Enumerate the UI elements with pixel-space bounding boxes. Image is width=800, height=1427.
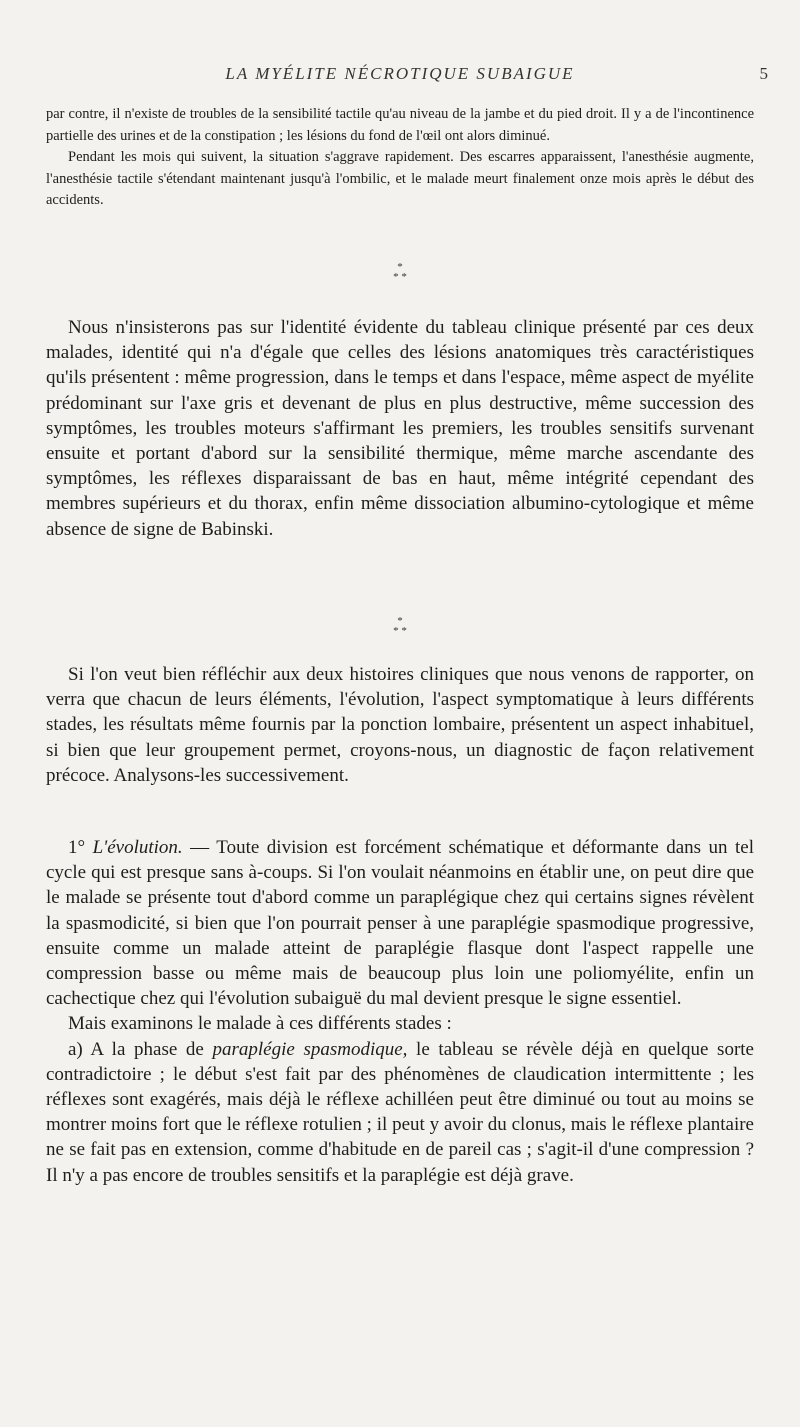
asterism-top: *	[397, 615, 403, 627]
paragraph-case-findings: par contre, il n'existe de troubles de la sensibilité tactile qu'au niveau de la jambe et du pied droit. Il y a de l'incontinence partielle des urines et de la constipation ; les lésions du fond de l'œil ont alors diminué.	[46, 106, 754, 144]
paragraph-stages-intro: Mais examinons le malade à ces différents stades :	[68, 1013, 452, 1035]
paragraph-analysis-intro	[46, 662, 754, 788]
section-asterism	[360, 616, 440, 636]
paragraph-evolution	[46, 835, 754, 1011]
paragraph-spasmodic-body: le tableau se révèle déjà en quelque sorte contradictoire ; le début s'est fait par des phénomènes de claudication intermittente ; les réflexes sont exagérés, mais déjà le réflexe achilléen peut être diminué ou tout au moins se montrer moins fort que le réflexe rotulien ; il peut y avoir du clonus, mais le réflexe plantaire ne se fait pas en extension, comme d'habitude en de pareil cas ; s'agit-il d'une compression ? Il n'y a pas encore de troubles sensitifs et la paraplégie est déjà grave.	[46, 1038, 754, 1186]
page-number: 5	[759, 64, 768, 83]
asterism-bottom: * *	[393, 625, 407, 637]
paragraph-spasmodic-phase	[46, 1037, 754, 1188]
section-heading-evolution: L'évolution.	[92, 837, 183, 858]
asterism-top: *	[397, 261, 403, 273]
paragraph-case-outcome: Pendant les mois qui suivent, la situation s'aggrave rapidement. Des escarres apparaissent, l'anesthésie augmente, l'anesthésie tactile s'étendant maintenant jusqu'à l'ombilic, et le malade meurt finalement onze mois après le début des accidents.	[46, 149, 754, 208]
asterism-bottom: * *	[393, 271, 407, 283]
case-conclusion-text	[46, 104, 754, 212]
section-evolution	[46, 835, 754, 1188]
running-header	[0, 64, 800, 88]
section-number: 1°	[68, 837, 93, 858]
paragraph-analysis-intro-text: Si l'on veut bien réfléchir aux deux histoires cliniques que nous venons de rapporter, on verra que chacun de leurs éléments, l'évolution, l'aspect symptomatique à leurs différents stades, les résultats même fournis par la ponction lombaire, présentent un aspect inhabituel, si bien que leur groupement permet, croyons-nous, un diagnostic de façon relativement précoce. Analysons-les successivement.	[46, 664, 754, 786]
paragraph-identity	[46, 315, 754, 542]
subsection-lead: a) A la phase de	[68, 1038, 213, 1060]
subsection-heading-spasmodic: paraplégie spasmodique,	[212, 1038, 408, 1060]
paragraph-identity-text: Nous n'insisterons pas sur l'identité évidente du tableau clinique présenté par ces deux malades, identité qui n'a d'égale que celles des lésions anatomiques très caractéristiques qu'ils présentent : même progression, dans le temps et dans l'espace, même aspect de myélite prédominant sur l'axe gris et devenant de plus en plus destructive, même succession des symptômes, les troubles moteurs s'affirmant les premiers, les troubles sensitifs survenant ensuite et portant d'abord sur la sensibilité thermique, même marche ascendante des symptômes, les réflexes disparaissant de bas en haut, même intégrité cependant des membres supérieurs et du thorax, enfin même dissociation albumino-cytologique et même absence de signe de Babinski.	[46, 317, 754, 540]
paragraph-evolution-body: — Toute division est forcément schématique et déformante dans un tel cycle qui est presque sans à-coups. Si l'on voulait néanmoins en établir une, on peut dire que le malade se présente tout d'abord comme un paraplégique chez qui certains signes révèlent la spasmodicité, si bien que l'on pourrait penser à une paraplégie spasmodique progressive, ensuite comme un malade atteint de paraplégie flasque dont l'aspect rappelle une compression basse ou même mais de beaucoup plus loin une poliomyélite, enfin un cachectique chez qui l'évolution subaiguë du mal devient presque le signe essentiel.	[46, 837, 755, 1010]
running-title: LA MYÉLITE NÉCROTIQUE SUBAIGUE	[225, 64, 575, 83]
section-asterism	[360, 262, 440, 282]
